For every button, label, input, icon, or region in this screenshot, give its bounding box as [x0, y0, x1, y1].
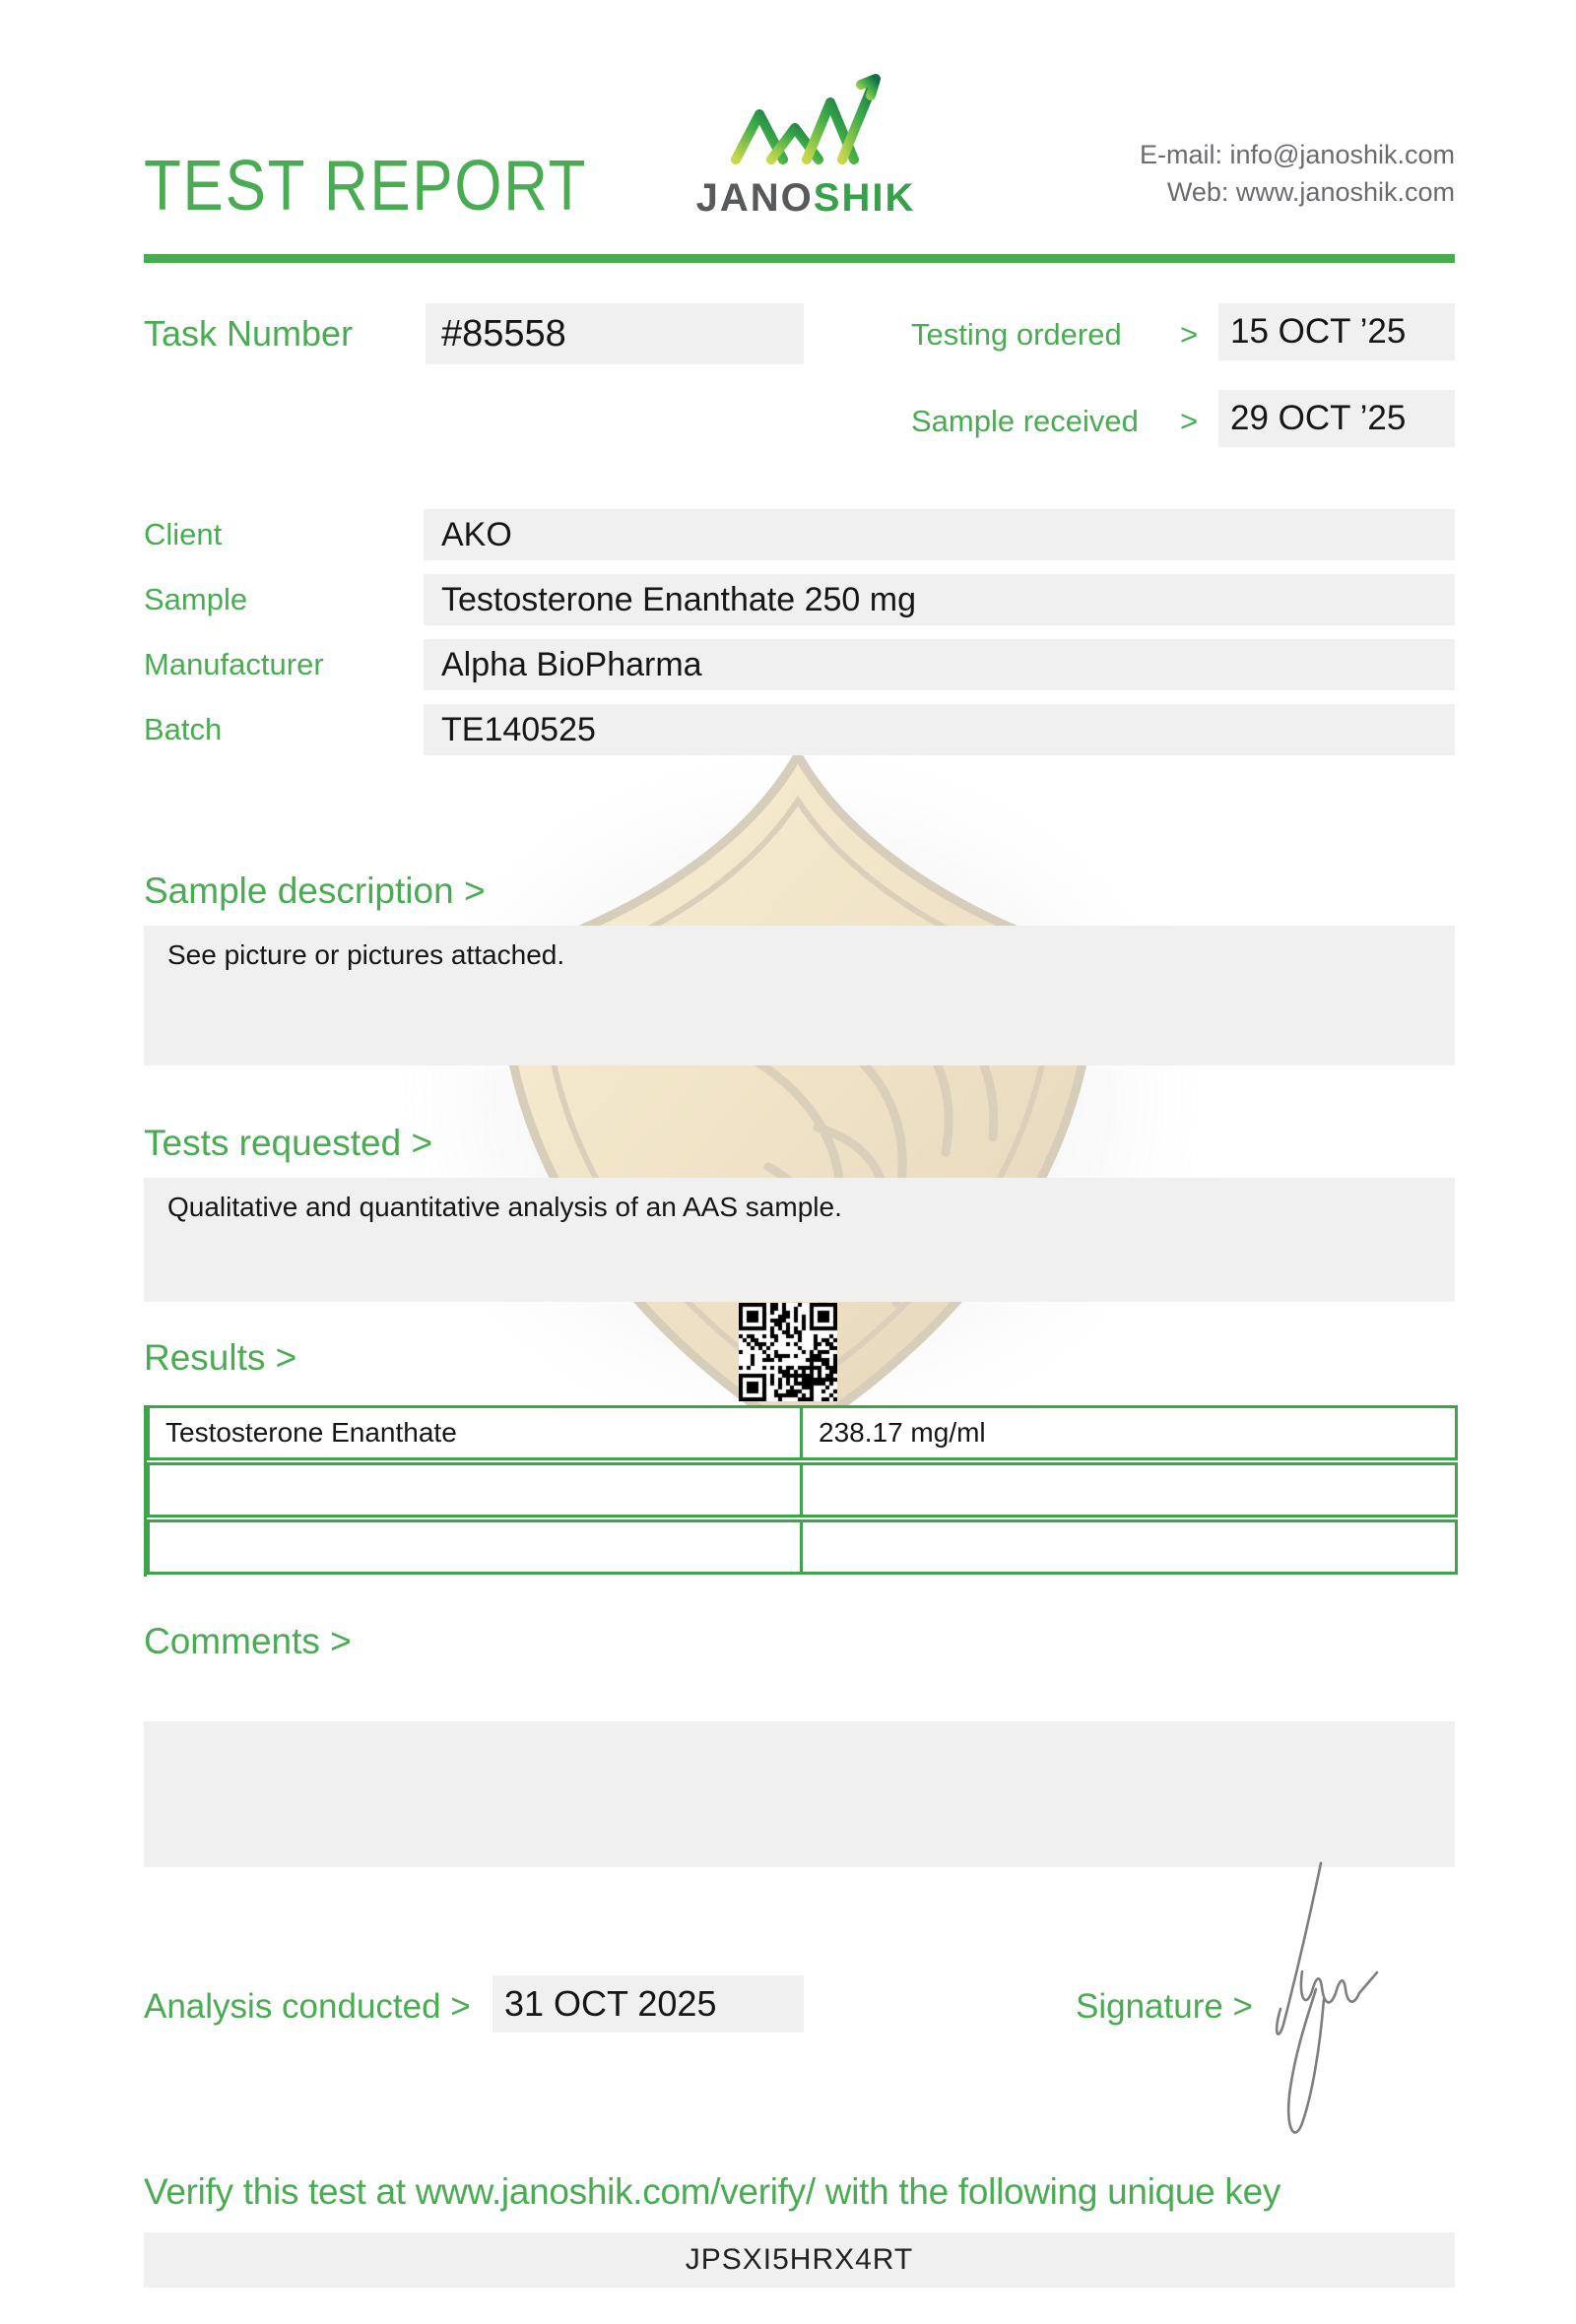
sample-value: Testosterone Enanthate 250 mg: [441, 581, 916, 618]
tests-requested-text: Qualitative and quantitative analysis of an AAS sample.: [167, 1192, 842, 1222]
contact-email: E-mail: info@janoshik.com: [1139, 140, 1455, 169]
page-title: TEST REPORT: [144, 147, 588, 226]
qr-code: [739, 1303, 837, 1401]
info-row-manufacturer: [144, 639, 1455, 690]
sample-description-heading: Sample description >: [144, 871, 486, 911]
analyte-cell: [150, 1465, 803, 1515]
unique-key-box: [144, 2232, 1455, 2288]
results-heading: Results >: [144, 1337, 297, 1378]
signature-label: Signature >: [1076, 1987, 1253, 2026]
analyte-cell: [150, 1522, 803, 1572]
comments-heading: Comments >: [144, 1621, 352, 1661]
sample-received-value-box: [1218, 390, 1455, 447]
testing-ordered-value-box: [1218, 303, 1455, 360]
unique-key-value: JPSXI5HRX4RT: [685, 2243, 914, 2276]
table-row: [147, 1462, 1458, 1517]
task-number-label: Task Number: [144, 313, 354, 354]
sample-received-value: 29 OCT ’25: [1230, 399, 1407, 437]
manufacturer-label: Manufacturer: [144, 647, 324, 681]
info-row-batch: [144, 704, 1455, 755]
contact-web: Web: www.janoshik.com: [1166, 177, 1455, 207]
results-table: [144, 1405, 1458, 1577]
analyte-cell: [150, 1408, 803, 1457]
task-number-value: #85558: [441, 313, 566, 355]
sample-received-label: Sample received: [911, 404, 1139, 438]
batch-value-box: [424, 704, 1455, 755]
tests-requested-heading: Tests requested >: [144, 1123, 433, 1163]
testing-ordered-label: Testing ordered: [911, 317, 1122, 352]
analysis-conducted-label: Analysis conducted >: [144, 1987, 471, 2026]
result-value: 238.17 mg/ml: [819, 1417, 986, 1448]
logo-shik-text: SHIK: [813, 176, 916, 220]
testing-ordered-chevron-icon: >: [1180, 317, 1199, 352]
sample-description-text: See picture or pictures attached.: [167, 939, 565, 970]
manufacturer-value-box: [424, 639, 1455, 690]
task-number-value-box: [426, 303, 804, 364]
table-row: [147, 1405, 1458, 1460]
tests-requested-box: [144, 1178, 1455, 1302]
batch-value: TE140525: [441, 711, 596, 748]
chart-peaks-icon: [722, 71, 889, 169]
batch-label: Batch: [144, 712, 223, 746]
client-value-box: [424, 509, 1455, 560]
info-row-client: [144, 509, 1455, 560]
client-label: Client: [144, 517, 223, 551]
verify-instruction: Verify this test at www.janoshik.com/verify/ with the following unique key: [144, 2171, 1281, 2212]
sample-info-list: [144, 509, 1455, 769]
manufacturer-value: Alpha BioPharma: [441, 646, 702, 683]
sample-received-chevron-icon: >: [1180, 404, 1199, 438]
comments-box: [144, 1721, 1455, 1867]
contact-info: [1140, 136, 1455, 211]
sample-label: Sample: [144, 582, 248, 616]
result-cell: [803, 1408, 1455, 1457]
janoshik-logo: [678, 71, 934, 221]
logo-jano-text: JANO: [695, 176, 814, 220]
sample-value-box: [424, 574, 1455, 625]
testing-ordered-value: 15 OCT ’25: [1230, 312, 1407, 351]
client-value: AKO: [441, 516, 512, 553]
logo-wordmark: [678, 176, 934, 221]
table-row: [147, 1519, 1458, 1575]
signature-scribble: [1261, 1851, 1409, 2147]
analysis-date-box: [492, 1975, 804, 2033]
result-cell: [803, 1522, 1455, 1572]
analysis-date: 31 OCT 2025: [504, 1983, 717, 2024]
result-cell: [803, 1465, 1455, 1515]
header-divider: [144, 254, 1455, 263]
analyte-name: Testosterone Enanthate: [165, 1417, 457, 1448]
sample-description-box: [144, 926, 1455, 1065]
info-row-sample: [144, 574, 1455, 625]
